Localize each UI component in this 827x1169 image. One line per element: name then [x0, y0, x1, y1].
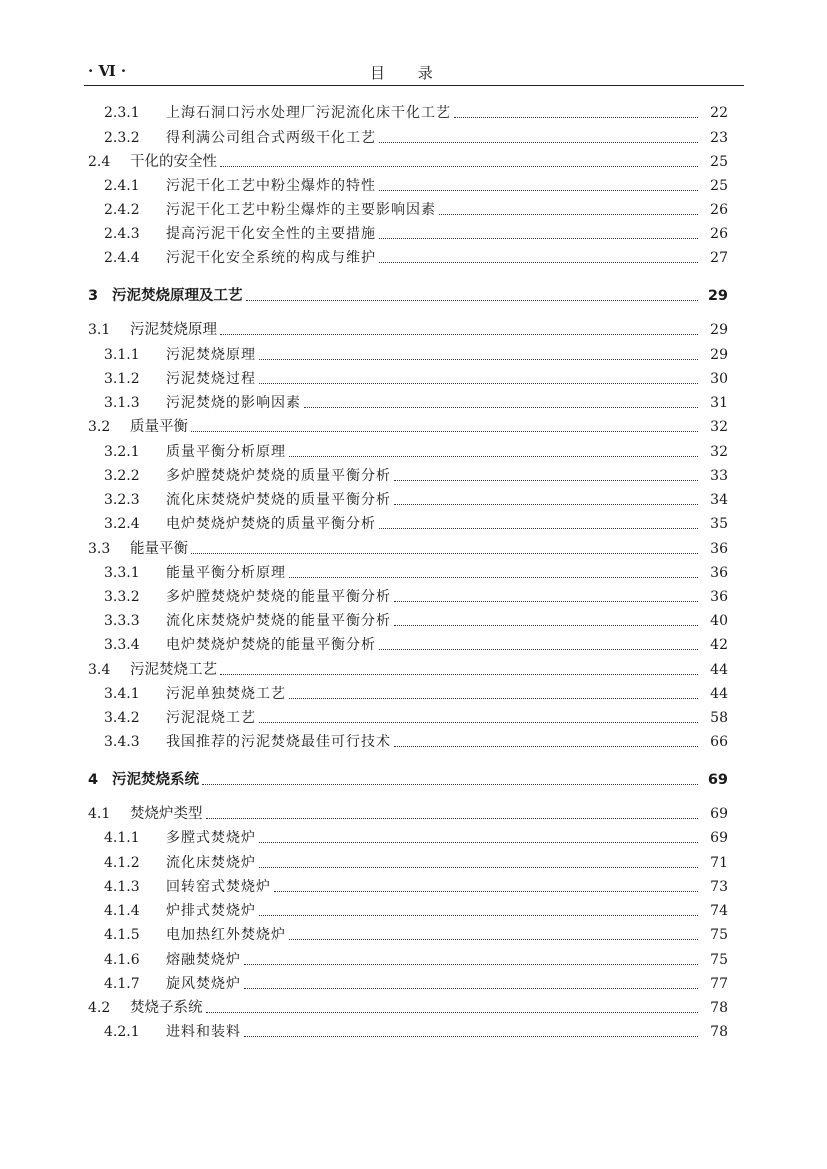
toc-entry-number: 3.4 [88, 662, 111, 678]
toc-entry-title: 多炉膛焚烧炉焚烧的质量平衡分析 [166, 468, 391, 484]
dot-leader [274, 891, 698, 892]
toc-entry-page: 31 [710, 395, 728, 411]
toc-entry-title: 多膛式焚烧炉 [166, 830, 256, 846]
toc-entry[interactable] [104, 391, 728, 413]
toc-entry[interactable] [104, 1020, 728, 1042]
toc-entry-number: 3.1.1 [104, 347, 140, 363]
dot-leader [259, 722, 698, 723]
dot-leader [259, 842, 698, 843]
toc-entry-number: 3.1.2 [104, 371, 140, 387]
toc-entry-page: 33 [710, 468, 728, 484]
toc-entry-title: 电炉焚烧炉焚烧的质量平衡分析 [166, 516, 376, 532]
toc-entry-page: 32 [710, 419, 728, 435]
toc-entry-title: 污泥焚烧工艺 [130, 662, 217, 678]
toc-entry-number: 3.2.2 [104, 468, 140, 484]
dot-leader [394, 625, 698, 626]
toc-entry-page: 32 [710, 444, 728, 460]
toc-entry[interactable] [104, 633, 728, 655]
toc-entry-number: 2.4.4 [104, 250, 140, 266]
toc-entry[interactable] [88, 658, 728, 680]
dot-leader [379, 649, 698, 650]
toc-entry-page: 27 [710, 250, 728, 266]
toc-entry[interactable] [88, 996, 728, 1018]
toc-entry-number: 3 [88, 288, 99, 304]
toc-entry-page: 40 [710, 613, 728, 629]
toc-entry[interactable] [104, 174, 728, 196]
toc-entry[interactable] [104, 899, 728, 921]
toc-entry[interactable] [104, 851, 728, 873]
toc-entry[interactable] [88, 802, 728, 824]
toc-entry-page: 25 [710, 178, 728, 194]
toc-entry-title: 我国推荐的污泥焚烧最佳可行技术 [166, 734, 391, 750]
toc-entry-number: 4.1.4 [104, 903, 140, 919]
dot-leader [289, 577, 698, 578]
dot-leader [304, 407, 698, 408]
toc-entry-number: 4.1.6 [104, 952, 140, 968]
toc-entry-page: 29 [707, 288, 728, 304]
dot-leader [244, 1036, 698, 1037]
toc-entry[interactable] [104, 875, 728, 897]
toc-entry-number: 3.4.1 [104, 686, 140, 702]
toc-entry-title: 干化的安全性 [130, 154, 217, 170]
toc-entry-title: 污泥焚烧的影响因素 [166, 395, 301, 411]
toc-entry-page: 23 [710, 130, 728, 146]
toc-entry-page: 78 [710, 1000, 728, 1016]
toc-entry-page: 26 [710, 202, 728, 218]
dot-leader [220, 334, 698, 335]
toc-entry-number: 3.2.4 [104, 516, 140, 532]
toc-entry[interactable] [88, 150, 728, 172]
dot-leader [220, 166, 698, 167]
toc-entry-number: 4.1 [88, 806, 111, 822]
dot-leader [379, 238, 698, 239]
toc-entry[interactable] [88, 768, 728, 790]
dot-leader [206, 818, 699, 819]
toc-entry-title: 流化床焚烧炉焚烧的能量平衡分析 [166, 613, 391, 629]
toc-entry-title: 污泥焚烧过程 [166, 371, 256, 387]
toc-entry-page: 69 [707, 772, 728, 788]
toc-entry-title: 多炉膛焚烧炉焚烧的能量平衡分析 [166, 589, 391, 605]
toc-entry[interactable] [104, 126, 728, 148]
toc-entry-page: 78 [710, 1024, 728, 1040]
toc-entry[interactable] [104, 585, 728, 607]
toc-entry-title: 流化床焚烧炉焚烧的质量平衡分析 [166, 492, 391, 508]
dot-leader [202, 784, 698, 785]
toc-entry[interactable] [104, 512, 728, 534]
toc-entry-number: 3.3.4 [104, 637, 140, 653]
toc-entry[interactable] [88, 318, 728, 340]
toc-entry[interactable] [104, 730, 728, 752]
toc-entry-page: 69 [710, 830, 728, 846]
dot-leader [191, 553, 698, 554]
toc-entry-title: 质量平衡 [130, 419, 188, 435]
dot-leader [379, 190, 698, 191]
toc-entry-page: 36 [710, 565, 728, 581]
toc-entry-number: 2.3.2 [104, 130, 140, 146]
toc-entry[interactable] [104, 440, 728, 462]
dot-leader [379, 262, 698, 263]
toc-entry-number: 4.2.1 [104, 1024, 140, 1040]
toc-entry-title: 污泥干化工艺中粉尘爆炸的特性 [166, 178, 376, 194]
dot-leader [244, 964, 698, 965]
toc-entry-page: 44 [710, 686, 728, 702]
toc-entry-number: 4.1.5 [104, 927, 140, 943]
toc-entry-title: 污泥干化工艺中粉尘爆炸的主要影响因素 [166, 202, 436, 218]
dot-leader [454, 117, 698, 118]
toc-entry-page: 34 [710, 492, 728, 508]
toc-entry-title: 污泥单独焚烧工艺 [166, 686, 286, 702]
toc-entry-number: 3.4.2 [104, 710, 140, 726]
dot-leader [289, 698, 698, 699]
toc-entry[interactable] [104, 923, 728, 945]
toc-entry-title: 焚烧炉类型 [130, 806, 203, 822]
toc-entry[interactable] [88, 284, 728, 306]
toc-entry-title: 能量平衡分析原理 [166, 565, 286, 581]
toc-entry-number: 4.1.2 [104, 855, 140, 871]
toc-entry-title: 得利满公司组合式两级干化工艺 [166, 130, 376, 146]
header-rule [84, 85, 744, 86]
toc-entry-number: 3.2.3 [104, 492, 140, 508]
dot-leader [259, 867, 698, 868]
toc-entry[interactable] [104, 343, 728, 365]
dot-leader [206, 1012, 699, 1013]
dot-leader [246, 300, 699, 301]
toc-entry-title: 旋风焚烧炉 [166, 976, 241, 992]
toc-entry-number: 2.4 [88, 154, 111, 170]
toc-entry-page: 69 [710, 806, 728, 822]
toc-entry-title: 污泥焚烧原理 [130, 322, 217, 338]
toc-entry-page: 58 [710, 710, 728, 726]
running-title: 目 录 [370, 64, 447, 82]
toc-entry-page: 73 [710, 879, 728, 895]
toc-entry[interactable] [104, 609, 728, 631]
toc-entry-number: 4.1.3 [104, 879, 140, 895]
toc-entry[interactable] [88, 415, 728, 437]
toc-entry-page: 77 [710, 976, 728, 992]
toc-entry-page: 30 [710, 371, 728, 387]
toc-entry-number: 3.2.1 [104, 444, 140, 460]
toc-entry-number: 2.4.1 [104, 178, 140, 194]
toc-entry-page: 36 [710, 541, 728, 557]
dot-leader [394, 601, 698, 602]
dot-leader [191, 431, 698, 432]
toc-entry-number: 2.3.1 [104, 105, 140, 121]
toc-entry[interactable] [104, 464, 728, 486]
toc-entry[interactable] [104, 561, 728, 583]
toc-entry-title: 进料和装料 [166, 1024, 241, 1040]
toc-entry-page: 75 [710, 952, 728, 968]
dot-leader [394, 504, 698, 505]
toc-entry-number: 4 [88, 772, 99, 788]
toc-entry-page: 22 [710, 105, 728, 121]
dot-leader [289, 939, 698, 940]
toc-entry-number: 2.4.3 [104, 226, 140, 242]
toc-entry-page: 74 [710, 903, 728, 919]
toc-entry-title: 污泥干化安全系统的构成与维护 [166, 250, 376, 266]
toc-entry[interactable] [88, 537, 728, 559]
toc-entry-page: 29 [710, 322, 728, 338]
toc-entry-page: 36 [710, 589, 728, 605]
toc-entry-number: 4.2 [88, 1000, 111, 1016]
dot-leader [379, 528, 698, 529]
toc-entry[interactable] [104, 222, 728, 244]
page-number-roman: · Ⅵ · [88, 62, 127, 80]
toc-entry-number: 4.1.1 [104, 830, 140, 846]
dot-leader [394, 480, 698, 481]
toc-entry[interactable] [104, 706, 728, 728]
toc-entry-title: 质量平衡分析原理 [166, 444, 286, 460]
dot-leader [244, 988, 698, 989]
toc-entry-title: 提高污泥干化安全性的主要措施 [166, 226, 376, 242]
toc-entry-page: 26 [710, 226, 728, 242]
toc-entry[interactable] [104, 488, 728, 510]
toc-entry-page: 42 [710, 637, 728, 653]
toc-entry-title: 电加热红外焚烧炉 [166, 927, 286, 943]
toc-entry-title: 污泥焚烧原理及工艺 [112, 288, 243, 304]
dot-leader [379, 142, 698, 143]
toc-entry[interactable] [104, 246, 728, 268]
toc-entry-title: 熔融焚烧炉 [166, 952, 241, 968]
toc-entry-page: 66 [710, 734, 728, 750]
toc-entry-title: 流化床焚烧炉 [166, 855, 256, 871]
toc-entry-title: 污泥混烧工艺 [166, 710, 256, 726]
toc-entry-page: 75 [710, 927, 728, 943]
dot-leader [259, 359, 698, 360]
page-header [88, 60, 728, 84]
toc-entry-page: 29 [710, 347, 728, 363]
dot-leader [289, 456, 698, 457]
toc-entry-title: 上海石洞口污水处理厂污泥流化床干化工艺 [166, 105, 451, 121]
toc-entry-number: 3.1.3 [104, 395, 140, 411]
toc-entry[interactable] [104, 682, 728, 704]
toc-entry[interactable] [104, 101, 728, 123]
toc-entry-number: 3.3.3 [104, 613, 140, 629]
toc-entry-number: 2.4.2 [104, 202, 140, 218]
toc-entry-page: 71 [710, 855, 728, 871]
toc-entry-number: 3.3.2 [104, 589, 140, 605]
toc-entry[interactable] [104, 948, 728, 970]
toc-entry[interactable] [104, 367, 728, 389]
toc-entry-page: 25 [710, 154, 728, 170]
toc-entry-number: 3.1 [88, 322, 111, 338]
toc-entry[interactable] [104, 198, 728, 220]
toc-entry-title: 能量平衡 [130, 541, 188, 557]
dot-leader [394, 746, 698, 747]
toc-entry-number: 3.2 [88, 419, 111, 435]
dot-leader [259, 915, 698, 916]
toc-entry-title: 污泥焚烧系统 [112, 772, 199, 788]
dot-leader [439, 214, 698, 215]
toc-entry-page: 44 [710, 662, 728, 678]
toc-entry-title: 电炉焚烧炉焚烧的能量平衡分析 [166, 637, 376, 653]
toc-entry-number: 3.3 [88, 541, 111, 557]
toc-entry-title: 炉排式焚烧炉 [166, 903, 256, 919]
dot-leader [259, 383, 698, 384]
toc-entry[interactable] [104, 826, 728, 848]
toc-entry-page: 35 [710, 516, 728, 532]
toc-entry-number: 3.3.1 [104, 565, 140, 581]
toc-entry-title: 焚烧子系统 [130, 1000, 203, 1016]
toc-entry-number: 4.1.7 [104, 976, 140, 992]
toc-entry-number: 3.4.3 [104, 734, 140, 750]
toc-entry-title: 污泥焚烧原理 [166, 347, 256, 363]
dot-leader [220, 674, 698, 675]
toc-entry-title: 回转窑式焚烧炉 [166, 879, 271, 895]
toc-entry[interactable] [104, 972, 728, 994]
